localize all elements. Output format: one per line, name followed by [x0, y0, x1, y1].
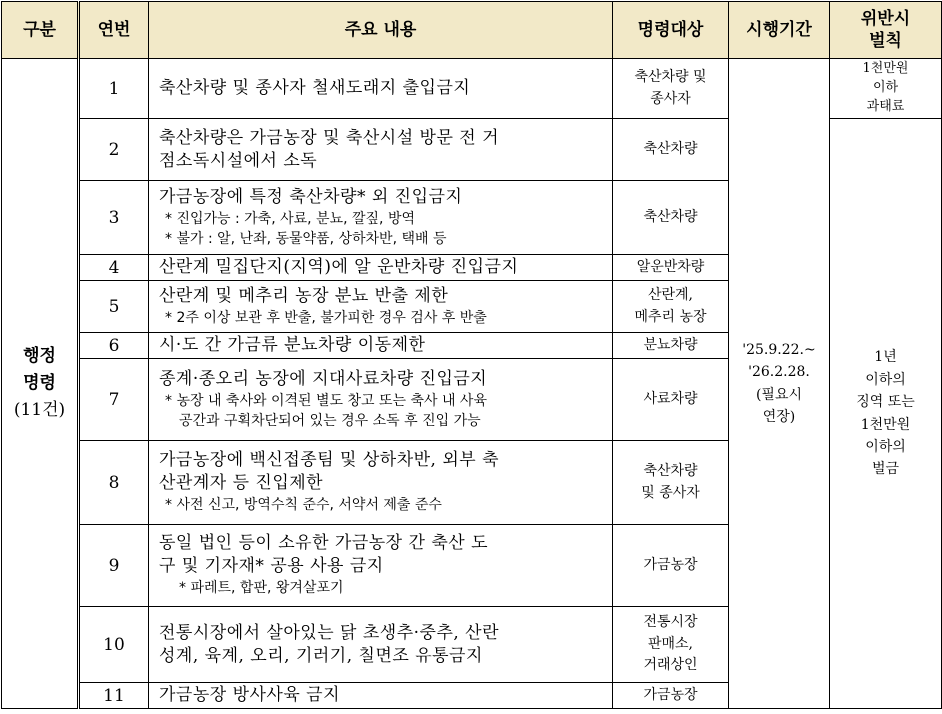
- content-line: 시·도 간 가금류 분뇨차량 이동제한: [159, 335, 426, 356]
- penalty-main-line: 1년: [874, 349, 897, 366]
- content-note: * 파레트, 합판, 왕겨살포기: [179, 580, 344, 597]
- header-penalty-line1: 위반시: [860, 8, 911, 29]
- row-content: [149, 181, 613, 255]
- header-period: 시행기간: [729, 2, 830, 59]
- period-line3: (필요시: [755, 386, 803, 403]
- content-line: 가금농장에 백신접종팀 및 상하차반, 외부 축: [159, 450, 500, 471]
- header-row: [2, 2, 942, 59]
- row-content: [149, 359, 613, 441]
- period-line4: 연장): [762, 408, 796, 425]
- content-line: 축산차량은 가금농장 및 축산시설 방문 전 거: [159, 127, 500, 148]
- content-note: 공간과 구획차단되어 있는 경우 소독 후 진입 가능: [179, 412, 481, 429]
- target-line: 사료차량: [643, 390, 698, 407]
- row-number: 3: [79, 181, 149, 255]
- row-content: [149, 525, 613, 607]
- row-number: 2: [79, 119, 149, 181]
- row-content: [149, 683, 613, 709]
- content-line: 전통시장에서 살아있는 닭 초생추·중추, 산란: [159, 622, 500, 643]
- header-category: 구분: [2, 2, 79, 59]
- category-line1: 행정: [23, 345, 56, 366]
- target-line: 및 종사자: [641, 484, 700, 501]
- content-line: 가금농장 방사사육 금지: [159, 685, 341, 706]
- penalty-main-cell: [830, 119, 942, 709]
- row-target: [613, 255, 729, 281]
- target-line: 거래상인: [643, 657, 698, 674]
- content-line: 구 및 기자재* 공용 사용 금지: [159, 556, 384, 577]
- administrative-order-table: [1, 1, 942, 709]
- period-cell: [729, 59, 830, 709]
- target-line: 분뇨차량: [643, 336, 698, 353]
- period-line1: '25.9.22.~: [742, 341, 816, 358]
- header-content: 주요 내용: [149, 2, 613, 59]
- target-line: 축산차량: [643, 208, 698, 225]
- header-penalty-line2: 벌칙: [869, 31, 902, 51]
- row-content: [149, 441, 613, 525]
- row-content: [149, 607, 613, 683]
- content-note: * 진입가능 : 가축, 사료, 분뇨, 깔짚, 방역: [165, 210, 416, 227]
- content-line: 성계, 육계, 오리, 기러기, 칠면조 유통금지: [159, 645, 483, 666]
- content-line: 축산차량 및 종사자 철새도래지 출입금지: [159, 78, 471, 99]
- penalty-main-line: 이하의: [865, 438, 906, 455]
- content-line: 산관계자 등 진입제한: [159, 473, 324, 494]
- content-line: 산란계 및 메추리 농장 분뇨 반출 제한: [159, 285, 449, 306]
- target-line: 가금농장: [643, 686, 698, 703]
- row-target: [613, 359, 729, 441]
- content-line: 점소독시설에서 소독: [159, 150, 318, 171]
- period-line2: '26.2.28.: [748, 364, 810, 381]
- row-target: [613, 683, 729, 709]
- row-target: [613, 181, 729, 255]
- header-number: 연번: [79, 2, 149, 59]
- row-number: 1: [79, 59, 149, 119]
- target-line: 산란계,: [647, 286, 694, 303]
- row-target: [613, 441, 729, 525]
- target-line: 축산차량: [643, 140, 698, 157]
- content-note: * 사전 신고, 방역수칙 준수, 서약서 제출 준수: [165, 497, 442, 514]
- row-number: 11: [79, 683, 149, 709]
- penalty-fine-line1: 1천만원: [862, 61, 909, 77]
- penalty-main-line: 징역 또는: [856, 394, 915, 411]
- category-line2: 명령: [23, 372, 56, 393]
- content-line: 가금농장에 특정 축산차량* 외 진입금지: [159, 186, 463, 207]
- row-number: 6: [79, 333, 149, 359]
- category-count: (11건): [13, 400, 66, 421]
- row-number: 9: [79, 525, 149, 607]
- content-line: 동일 법인 등이 소유한 가금농장 간 축산 도: [159, 533, 489, 554]
- penalty-fine-line3: 과태료: [866, 98, 905, 114]
- content-note: * 농장 내 축사와 이격된 별도 창고 또는 축사 내 사육: [165, 392, 487, 409]
- target-line: 종사자: [650, 90, 691, 107]
- category-cell: [2, 59, 79, 709]
- row-content: [149, 333, 613, 359]
- table-row: [2, 59, 942, 119]
- row-content: [149, 59, 613, 119]
- penalty-main-line: 1천만원: [860, 416, 911, 433]
- header-target: 명령대상: [613, 2, 729, 59]
- content-note: * 2주 이상 보관 후 반출, 불가피한 경우 검사 후 반출: [165, 309, 487, 326]
- target-line: 축산차량: [643, 462, 698, 479]
- content-line: 종계·종오리 농장에 지대사료차량 진입금지: [159, 368, 488, 389]
- row-number: 10: [79, 607, 149, 683]
- row-number: 8: [79, 441, 149, 525]
- row-number: 7: [79, 359, 149, 441]
- header-penalty: [830, 2, 942, 59]
- row-target: [613, 525, 729, 607]
- penalty-main-line: 이하의: [865, 371, 906, 388]
- penalty-main-line: 벌금: [871, 461, 900, 478]
- row-number: 4: [79, 255, 149, 281]
- row-target: [613, 281, 729, 333]
- row-content: [149, 255, 613, 281]
- penalty-fine-line2: 이하: [872, 80, 899, 96]
- content-line: 산란계 밀집단지(지역)에 알 운반차량 진입금지: [159, 257, 519, 278]
- row-content: [149, 281, 613, 333]
- target-line: 가금농장: [643, 556, 698, 573]
- penalty-fine-cell: [830, 59, 942, 119]
- row-number: 5: [79, 281, 149, 333]
- row-target: [613, 333, 729, 359]
- row-content: [149, 119, 613, 181]
- row-target: [613, 119, 729, 181]
- target-line: 판매소,: [647, 635, 694, 652]
- target-line: 알운반차량: [636, 258, 705, 275]
- row-target: [613, 59, 729, 119]
- target-line: 전통시장: [643, 613, 698, 630]
- target-line: 메추리 농장: [634, 308, 707, 325]
- content-note: * 불가 : 알, 난좌, 동물약품, 상하차반, 택배 등: [165, 230, 447, 247]
- target-line: 축산차량 및: [634, 68, 707, 85]
- row-target: [613, 607, 729, 683]
